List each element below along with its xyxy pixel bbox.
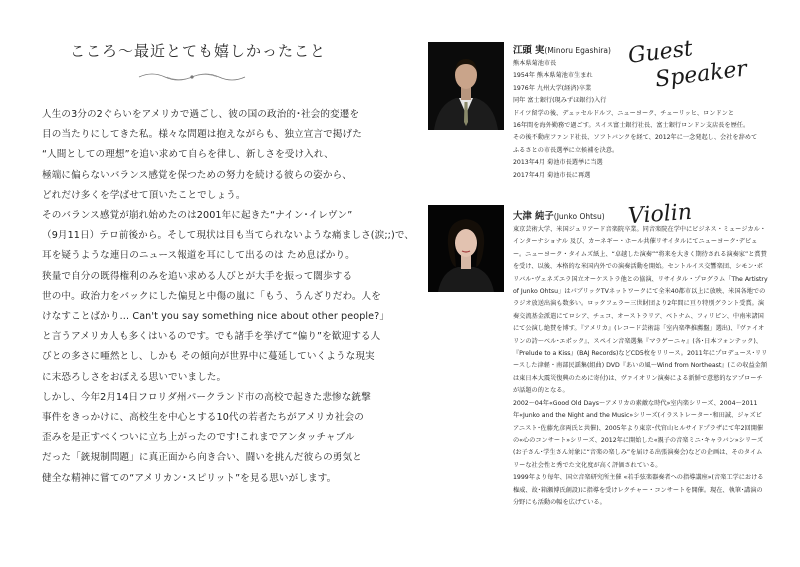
guest-bio-line: 1976年 九州大学(経済)卒業 bbox=[513, 84, 592, 92]
essay-line: そのバランス感覚が崩れ始めたのは2001年に起きた“ナイン･イレヴン” bbox=[42, 210, 353, 222]
violin-script: Violin bbox=[627, 199, 693, 230]
guest-bio-line: 2013年4月 菊池市長選挙に当選 bbox=[513, 159, 603, 167]
guest-bio-line: 2017年4月 菊池市長に再選 bbox=[513, 171, 591, 179]
essay-line: 世の中。政治力をバックにした偏見と中傷の嵐に「もう、うんざりだわ。人を bbox=[42, 290, 381, 302]
portrait-man-icon bbox=[428, 42, 504, 130]
essay-line: と言うアメリカ人も多くはいるのです。でも諸手を挙げて“偏り”を歓迎する人 bbox=[42, 331, 381, 343]
essay-line: 目の当たりにしてきた私。様々な問題は抱えながらも、独立宣言で掲げた bbox=[42, 129, 362, 141]
guest-bio-line: その後不動産ファンド社長、ソフトバンクを経て、2012年に一念発起し、会社を辞めて bbox=[513, 134, 758, 142]
violinist-bio-paragraph: 東京芸術大学、米国ジュリアード音楽院卒業。同音楽院在学中にビジネス・ミュージカル・インターナショナル 及び、カーネギー・ホール共催リサイタルにてニューヨーク･デビュー。ニューヨーク・タイムズ紙上、“卓越した演奏”“将来を大きく期待される演奏家”と賞賛を受け、以後、本格的な米国内外での演奏活動を開始。セントルイス交響楽団、シモン･ボリバル･ヴェネズエラ国立オーケストラ他との協演、リサイタル・プログラム「The Artistry of Junko Ohtsu」はパブリックTVネットワークにて全米40都市以上に放映、米国各地でのラジオ放送出演も数多い。ロックフェラー三世財団より2年間に亘り特別グラント受賞。演奏交流基金派遣にてロシア、チェコ、オーストラリア、ベトナム、フィリピン、中南米諸国にて公演し絶賛を博す。『アメリカ』(レコード芸術誌「室内楽準推薦盤」選出)、『ヴァイオリンの詩～ベル･エポック』、スペイン音楽選集『マラゲーニャ』(各･日本フォンテック)、『Prelude to a Kiss』(BAJ Records)などCD5枚をリリース。2011年にプロデュース･リリースした津軽・南部民謡集(組曲) DVD『あいの風～Wind from Northeast』(この収益金額は東日本大震災復興のために寄付)は、ヴァイオリン演奏による新鮮で意慾的なアプローチが話題の的となる。 bbox=[513, 226, 768, 395]
guest-bio-line: ドイツ留学の後、デュッセルドルフ、ニューヨーク、チューリッヒ、ロンドンと bbox=[513, 109, 735, 117]
guest-bio-lines bbox=[513, 58, 773, 182]
essay-line: しかし、今年2月14日フロリダ州パークランド市の高校で起きた悲惨な銃撃 bbox=[42, 391, 371, 403]
guest-photo bbox=[428, 42, 504, 130]
essay-line: 人生の3分の2ぐらいをアメリカで過ごし、彼の国の政治的･社会的変遷を bbox=[42, 109, 360, 120]
guest-name: 江頭 実 bbox=[513, 45, 545, 56]
essay-line: 耳を疑うような連日のニュース報道を耳にして出るのは ため息ばかり。 bbox=[42, 250, 355, 262]
portrait-woman-icon bbox=[428, 205, 504, 292]
essay-line: 歪みを是正すべくついに立ち上がったのです!これまでアンタッチャブル bbox=[42, 432, 355, 444]
essay-line: だった「銃規制問題」に真正面から向き合い、闘いを挑んだ彼らの勇気と bbox=[42, 452, 362, 464]
essay-line: 極端に偏らないバランス感覚を保つための努力を続ける彼らの姿から、 bbox=[42, 169, 352, 181]
violinist-bio-paragraph: 1999年より毎年、国立音楽研究所主催 «若手弦楽器奏者への指導講座»(音楽工学における権威、故･箱瀬博氏創設)に指導を受けレクチャー・コンサートを開催。現在、執筆･講演の分野にも活動の幅を広げている。 bbox=[513, 474, 764, 506]
essay-line: 健全な精神に嘗ての“アメリカン･スピリット”を見る思いがします。 bbox=[42, 472, 337, 484]
guest-bio-line: 1954年 熊本県菊池市生まれ bbox=[513, 72, 593, 80]
essay-line: に末恐ろしさをおぼえる思いでいました。 bbox=[42, 371, 227, 383]
guest-bio-line: 16年間を海外勤務で過ごす。スイス富士銀行社長、富士銀行ロンドン支店長を歴任。 bbox=[513, 122, 750, 130]
essay-column bbox=[42, 40, 415, 489]
guest-script-line1: Guest bbox=[626, 36, 695, 69]
guest-bio-line: 熊本県菊池市長 bbox=[513, 60, 557, 67]
essay-line: （9月11日）テロ前後から。そして現状は目も当てられないような痛ましさ(涙;;)で、 bbox=[42, 230, 415, 242]
guest-name-line bbox=[513, 44, 773, 57]
essay-line: びとの多さに唖然とし、しかも その傾向が世界中に蔓延していくような現実 bbox=[42, 351, 375, 363]
ornament-divider-icon bbox=[137, 71, 247, 83]
guest-bio bbox=[513, 44, 773, 182]
guest-bio-line: 同年 富士銀行(現みずほ銀行)入行 bbox=[513, 97, 607, 105]
essay-line: “人間としての理想”を追い求めて自らを律し、新しさを受け入れ、 bbox=[42, 149, 334, 161]
essay-body bbox=[42, 105, 415, 489]
guest-bio-line: ふるさとの市長選挙に立候補を決意。 bbox=[513, 146, 619, 154]
essay-line: どれだけ多くを学ばせて頂いたことでしょう。 bbox=[42, 189, 246, 201]
violinist-name: 大津 純子 bbox=[513, 211, 554, 222]
guest-name-roman: (Minoru Egashira) bbox=[544, 46, 611, 55]
violinist-name-line bbox=[513, 210, 768, 223]
violinist-bio-paragraph: 2002～04年«Good Old Days～アメリカの素敵な時代»室内楽シリーズ、2004～2011年«Junko and the Night and the Music»シリーズ(イラストレーター･和田誠、ジャズピアニスト･佐藤允彦両氏と共催)、2005年より東京･代官山ヒルサイドプラザにて年2回開催の«心のコンサート»シリーズ、2012年に開始した«親子の音楽ミニ･キャラバン»シリーズ(お子さん･学生さん対象に“音楽の楽しみ”を届ける出張演奏会)などの企画は、そのタイムリーな社会性と秀でた文化度が高く評価されている。 bbox=[513, 399, 764, 469]
violinist-photo bbox=[428, 205, 504, 292]
essay-title: こころ～最近とても嬉しかったこと bbox=[70, 42, 327, 60]
violinist-bio bbox=[513, 210, 768, 509]
guest-script-line2: Speaker bbox=[653, 56, 749, 93]
essay-line: 事件をきっかけに、高校生を中心とする10代の若者たちがアメリカ社会の bbox=[42, 412, 364, 424]
violinist-name-roman: (Junko Ohtsu) bbox=[553, 212, 605, 221]
violinist-bio-lines bbox=[513, 224, 768, 509]
essay-line: けなすことばかり… Can't you say something nice about other people?」 bbox=[42, 311, 390, 323]
essay-line: 狭量で自分の既得権利のみを追い求める人びとが大手を振って闊歩する bbox=[42, 270, 353, 282]
